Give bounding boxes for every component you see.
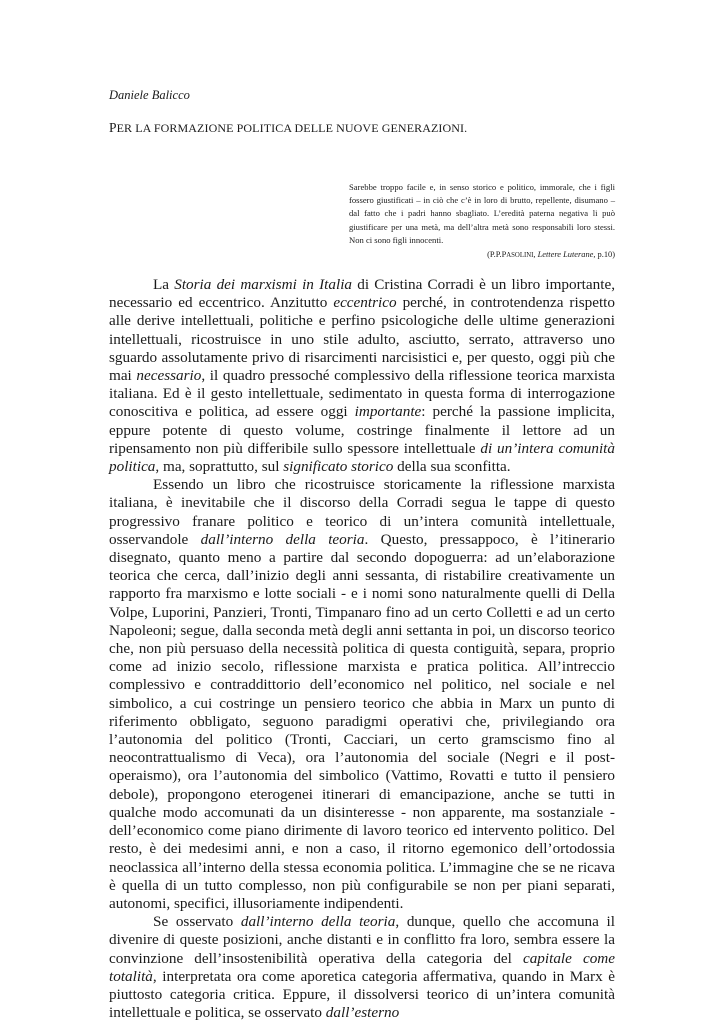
article-body — [109, 276, 615, 1022]
epigraph-quote: Sarebbe troppo facile e, in senso storico e politico, immorale, che i figli fossero giustificati – in ciò che c’è in loro di brutto, repellente, disumano – dal fatto che i padri hanno sbagliato. L’eredità paterna negativa li può giustificare per una metà, ma dell’altra metà sono responsabili loro stessi. Non ci sono figli innocenti. — [349, 182, 615, 245]
text-run: La — [153, 276, 175, 293]
body-paragraph — [109, 913, 615, 1022]
source-author-initial: P — [501, 250, 507, 259]
italic-phrase: capitale come totalità — [109, 949, 615, 985]
text-run: , il quadro pressoché complessivo della riflessione teorica marxista italiana. Ed è il gesto intellettuale, sedimentato in questa forma di interrogazione conoscitiva e politica, ad essere oggi — [109, 367, 615, 421]
source-page: , p.10) — [593, 250, 615, 259]
italic-phrase: dall’interno della teoria — [200, 530, 365, 548]
title-initial: P — [109, 120, 117, 135]
italic-phrase: importante — [354, 403, 422, 421]
italic-phrase: eccentrico — [333, 294, 397, 312]
italic-phrase: di un’intera comunità politica — [109, 439, 615, 476]
title-rest: ER LA FORMAZIONE POLITICA DELLE NUOVE GENERAZIONI. — [116, 121, 468, 135]
source-author-rest: ASOLINI — [506, 252, 534, 259]
text-run: di Cristina Corradi è un libro importante, necessario ed eccentrico. Anzitutto — [109, 276, 615, 312]
text-run: Essendo un libro che ricostruisce storicamente la riflessione marxista italiana, è inevitabile che il discorso della Corradi segua le tappe di questo progressivo franare politico e teorico di un’intera comunità intellettuale, osservandole — [109, 476, 615, 548]
text-run: . Questo, pressappoco, è l’itinerario disegnato, quanto meno a partire dal secondo dopoguerra: ad un’elaborazione teorica che cerca, dall’inizio degli anni sessanta, di ristabilire creativamente un rapporto fra marxismo e lotte sociali - e i nomi sono naturalmente quelli di Della Volpe, Luporini, Panzieri, Tronti, Timpanaro fino ad un certo Colletti e ad un certo Napoleoni; segue, dalla seconda metà degli anni settanta in poi, un discorso teorico che, non più persuaso della necessità politica di questa contiguità, separa, proprio come ad inizio secolo, riflessione marxista e pratica politica. All’intreccio complessivo e contraddittorio dell’economico nel politico, nel sociale e nel simbolico, a cui costringe un pensiero teorico che abbia in Marx un punto di riferimento obbligato, seguono paradigmi operativi che, privilegiando ora l’autonomia del politico (Tronti, Cacciari, un certo gramscismo fino al neocontrattualismo di Veca), ora l’autonomia del sociale (Negri e il post-operaismo), ora l’autonomia del simbolico (Vattimo, Rovatti e tutto il pensiero debole), propongono eterogenei itinerari di emancipazione, anche se tutti in qualche modo accomunati da un disinteresse - non apparente, ma sostanziale - dell’economico come piano dirimente di lavoro teorico ed intervento politico. Del resto, è dei medesimi anni, e non a caso, il ritorno egemonico dell’ortodossia neoclassica all’interno della stessa economia politica. L’immagine che se ne ricava è quella di un tutto complesso, non più configurabile se non per piani separati, autonomi, specifici, illusoriamente indipendenti. — [109, 530, 615, 912]
source-open: (P.P. — [487, 250, 502, 259]
italic-phrase: dall’interno della teoria — [240, 913, 396, 931]
author-name: Daniele Balicco — [109, 88, 190, 102]
article-title — [109, 120, 467, 136]
epigraph-source — [349, 250, 615, 259]
text-run: , ma, soprattutto, sul — [155, 458, 284, 476]
text-run: , interpretata ora come aporetica categoria affermativa, quando in Marx è piuttosto categoria critica. Eppure, il dissolversi teorico di un’intera comunità intellettuale e politica, se osservato — [109, 967, 615, 1022]
italic-phrase: necessario — [136, 367, 202, 385]
body-paragraph — [109, 476, 615, 913]
text-run: : perché la passione implicita, eppure potente di questo volume, costringe finalmente il lettore ad un ripensamento non più differibile sullo spessore intellettuale — [109, 403, 615, 457]
source-separator: , — [533, 250, 538, 259]
body-paragraph — [109, 276, 615, 476]
source-work: Lettere Luterane — [537, 250, 594, 259]
text-run: perché, in controtendenza rispetto alle derive intellettuali, politiche e perfino psicologiche delle ultime generazioni intellettuali, ricostruisce in uno stile adulto, asciutto, serrato, attraverso uno sguardo assolutamente privo di risarcimenti narcisistici e, per questo, oggi più che mai — [109, 294, 615, 385]
italic-phrase: significato storico — [283, 458, 394, 476]
text-run: Se osservato — [153, 913, 241, 931]
italic-phrase: Storia dei marxismi in Italia — [174, 276, 353, 293]
italic-phrase: dall’esterno — [325, 1004, 400, 1022]
text-run: , dunque, quello che accomuna il divenire di queste posizioni, anche distanti e in conflitto fra loro, sembra essere la convinzione dell’insostenibilità operativa della categoria del — [109, 913, 615, 967]
text-run: della sua sconfitta. — [393, 458, 511, 476]
